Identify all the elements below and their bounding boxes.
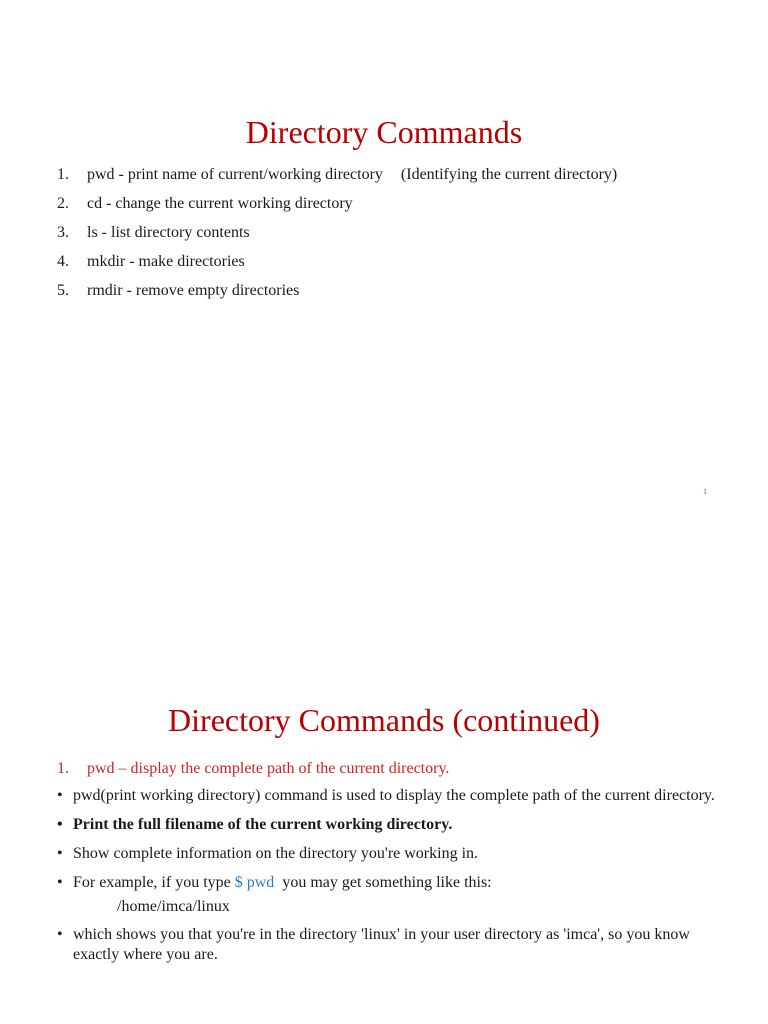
list-item-text: ls - list directory contents <box>87 224 250 241</box>
bullet-item <box>57 786 717 806</box>
bullet-icon: • <box>57 874 63 891</box>
list-item-text: pwd - print name of current/working directory <box>87 166 383 183</box>
list-item-text: mkdir - make directories <box>87 253 245 270</box>
bullet-icon: • <box>57 816 63 833</box>
list-item <box>57 278 617 307</box>
list-item <box>57 220 617 249</box>
bullet-icon: • <box>57 845 63 862</box>
bullet-icon: • <box>57 926 63 943</box>
list-item <box>57 249 617 278</box>
list-number: 3. <box>57 224 69 241</box>
bullet-item <box>57 873 717 893</box>
bullet-text: Show complete information on the directory you're working in. <box>73 845 479 862</box>
highlighted-item <box>57 758 449 780</box>
path-output <box>57 897 717 917</box>
list-number: 1. <box>57 760 69 777</box>
bullet-text-suffix: you may get something like this: <box>274 874 492 891</box>
bullet-text-prefix: For example, if you type <box>73 874 235 891</box>
list-number: 4. <box>57 253 69 270</box>
bullet-item <box>57 815 717 835</box>
command-list <box>57 162 617 307</box>
bullet-list <box>57 786 717 974</box>
highlighted-item-text: pwd – display the complete path of the current directory. <box>87 760 450 777</box>
bullet-item <box>57 844 717 864</box>
list-item-text: cd - change the current working directory <box>87 195 353 212</box>
bullet-icon: • <box>57 787 63 804</box>
slide-2 <box>0 512 768 1024</box>
bullet-item <box>57 925 717 965</box>
bullet-text: pwd(print working directory) command is used to display the complete path of the current directory. <box>73 787 715 804</box>
slide-title: Directory Commands <box>245 114 523 150</box>
list-item <box>57 191 617 220</box>
bullet-text: which shows you that you're in the directory 'linux' in your user directory as 'imca', so you know exactly where you are. <box>73 926 690 963</box>
list-number: 2. <box>57 195 69 212</box>
list-item-text: rmdir - remove empty directories <box>87 282 300 299</box>
slide-title: Directory Commands (continued) <box>168 702 600 738</box>
list-item <box>57 162 617 191</box>
bullet-text: Print the full filename of the current working directory. <box>73 816 453 833</box>
list-item-aside: (Identifying the current directory) <box>400 166 618 183</box>
path-text: /home/imca/linux <box>117 898 230 915</box>
list-number: 5. <box>57 282 69 299</box>
list-number: 1. <box>57 166 69 183</box>
command-example: $ pwd <box>234 874 275 891</box>
page-number: 1 <box>703 487 707 496</box>
